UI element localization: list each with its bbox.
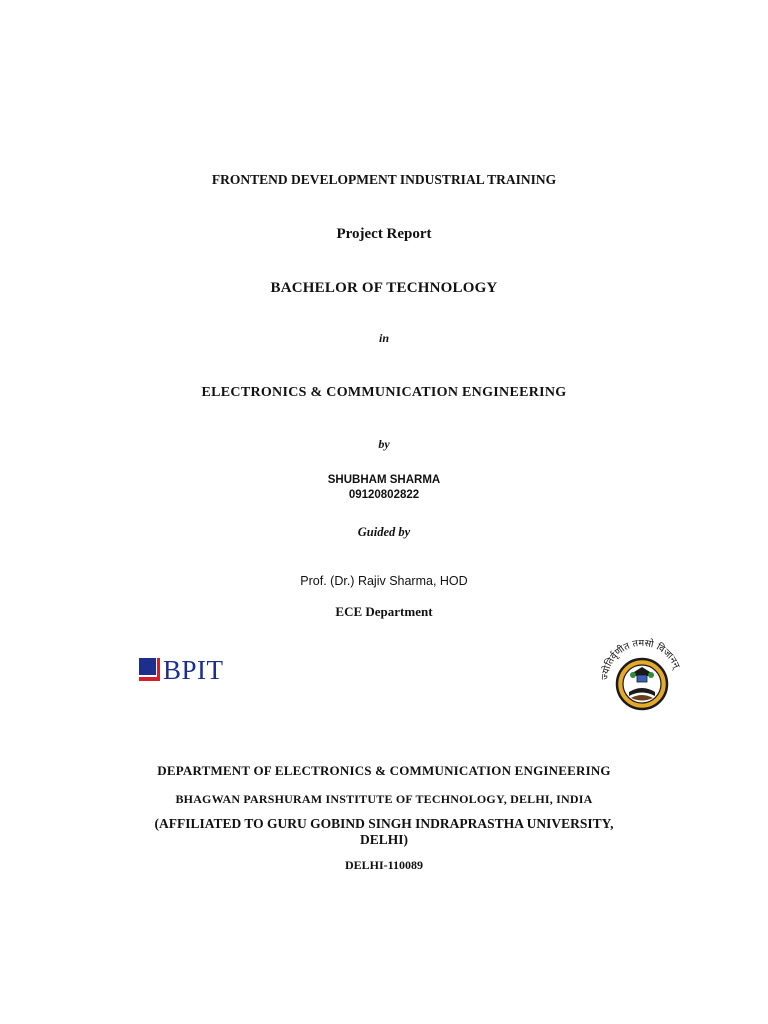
affiliation-line-1: (AFFILIATED TO GURU GOBIND SINGH INDRAPRASTHA UNIVERSITY, (154, 816, 614, 831)
city-pincode: DELHI-110089 (344, 858, 423, 872)
in-connector: in (378, 331, 389, 345)
university-seal-icon (596, 628, 688, 720)
degree-name: BACHELOR OF TECHNOLOGY (270, 280, 498, 296)
department-name: DEPARTMENT OF ELECTRONICS & COMMUNICATION ENGINEERING (157, 763, 611, 778)
bpit-logo (139, 657, 224, 683)
guide-department: ECE Department (335, 604, 433, 619)
by-connector: by (378, 437, 390, 451)
guide-name: Prof. (Dr.) Rajiv Sharma, HOD (300, 574, 468, 588)
svg-text:ज्योतिर्वृणीत तमसो विजानन्: ज्योतिर्वृणीत तमसो विजानन् (599, 637, 682, 681)
bpit-logo-text: BPIT (163, 655, 224, 685)
student-id: 09120802822 (348, 489, 420, 501)
discipline-name: ELECTRONICS & COMMUNICATION ENGINEERING (201, 385, 567, 400)
report-title: FRONTEND DEVELOPMENT INDUSTRIAL TRAINING (211, 172, 557, 187)
student-name: SHUBHAM SHARMA (327, 474, 441, 486)
bpit-mark-icon (139, 658, 160, 682)
affiliation-line-2: DELHI) (359, 832, 408, 847)
institute-name: BHAGWAN PARSHURAM INSTITUTE OF TECHNOLOGY, DELHI, INDIA (175, 792, 593, 806)
guided-by-label: Guided by (357, 525, 411, 539)
report-type: Project Report (336, 226, 432, 242)
